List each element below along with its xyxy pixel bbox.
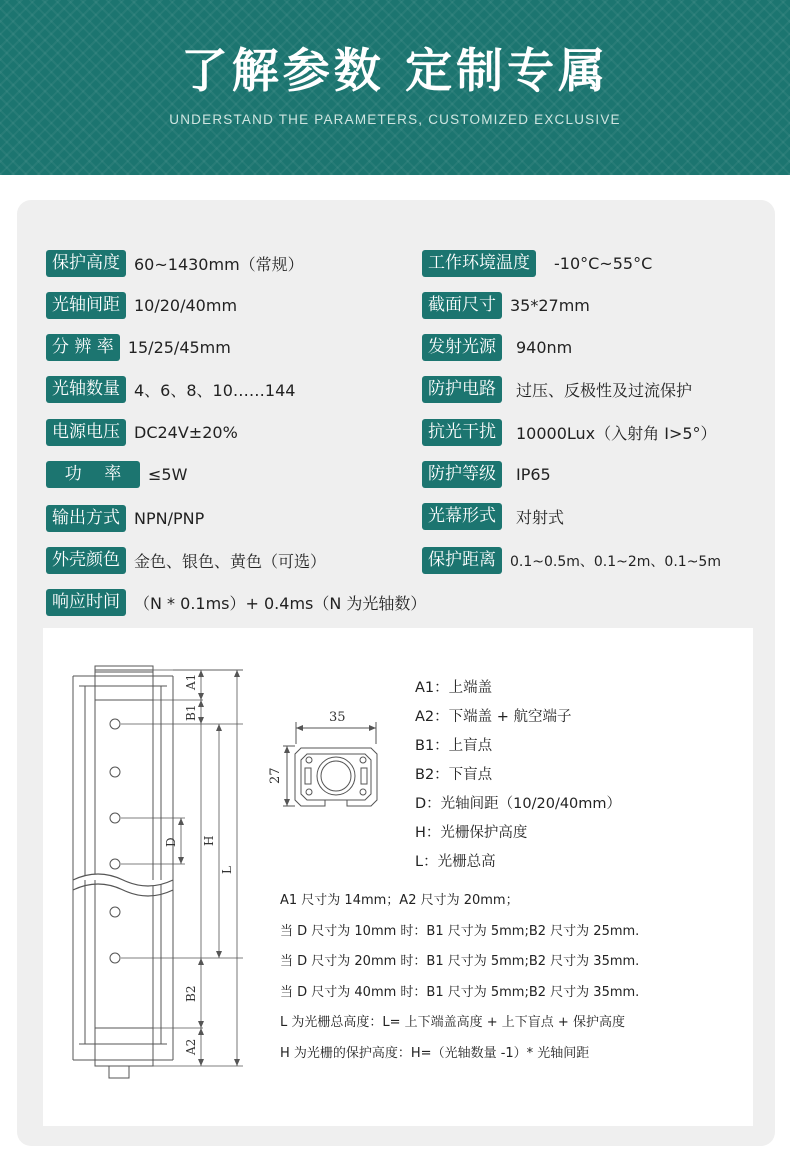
spec-value: （N * 0.1ms）+ 0.4ms（N 为光轴数） <box>134 594 427 613</box>
spec-label: 防护等级 <box>422 461 502 488</box>
spec-row-response-time <box>46 589 426 616</box>
note-line: 当 D 尺寸为 40mm 时：B1 尺寸为 5mm;B2 尺寸为 35mm. <box>280 984 640 1000</box>
spec-label: 截面尺寸 <box>422 292 502 319</box>
note-line: 当 D 尺寸为 20mm 时：B1 尺寸为 5mm;B2 尺寸为 35mm. <box>280 954 640 969</box>
dimension-diagram <box>43 628 753 1126</box>
spec-value: 15/25/45mm <box>127 338 231 357</box>
spec-label: 响应时间 <box>46 589 126 616</box>
legend-item: H：光栅保护高度 <box>415 825 528 841</box>
spec-row-protection-distance <box>422 547 721 574</box>
spec-row-housing-color <box>46 547 326 574</box>
spec-row-light-immunity <box>422 419 717 446</box>
note-line: A1 尺寸为 14mm；A2 尺寸为 20mm； <box>280 893 519 908</box>
spec-label: 保护高度 <box>46 250 126 277</box>
dimension-legend <box>415 674 621 877</box>
spec-label: 抗光干扰 <box>422 419 502 446</box>
spec-value: 金色、银色、黄色（可选） <box>134 552 327 571</box>
page-subtitle: UNDERSTAND THE PARAMETERS, CUSTOMIZED EXCLUSIVE <box>169 112 621 127</box>
lens-hole <box>110 719 120 729</box>
note-line: L 为光栅总高度：L= 上下端盖高度 + 上下盲点 + 保护高度 <box>280 1015 625 1030</box>
spec-label: 输出方式 <box>46 505 126 532</box>
spec-row-protection-height <box>46 250 304 277</box>
note-line: 当 D 尺寸为 10mm 时：B1 尺寸为 5mm;B2 尺寸为 25mm. <box>280 923 640 939</box>
spec-value: 对射式 <box>516 508 565 527</box>
dim-label-a2: A2 <box>184 1038 198 1055</box>
lens-hole <box>110 767 120 777</box>
note-line: H 为光栅的保护高度：H=（光轴数量 -1）* 光轴间距 <box>280 1045 590 1061</box>
spec-row-curtain-type <box>422 503 564 530</box>
spec-label: 功 率 <box>46 461 140 488</box>
spec-value: 10/20/40mm <box>134 296 238 315</box>
spec-value: 940nm <box>516 338 573 357</box>
spec-row-output-mode <box>46 505 204 532</box>
spec-label: 保护距离 <box>422 547 502 574</box>
dim-label-h: H <box>202 835 216 846</box>
page-title: 了解参数 定制专属 <box>180 44 610 99</box>
spec-label: 防护电路 <box>422 376 502 403</box>
dim-label-a1: A1 <box>184 673 198 690</box>
spec-row-operating-temperature <box>422 250 652 277</box>
section-width-label: 35 <box>329 710 346 725</box>
spec-value: 35*27mm <box>510 296 590 315</box>
spec-row-cross-section <box>422 292 590 319</box>
spec-label: 光轴数量 <box>46 376 126 403</box>
spec-value: -10°C~55°C <box>554 254 653 273</box>
dim-label-d: D <box>164 837 178 847</box>
spec-row-axis-spacing <box>46 292 237 319</box>
spec-value: ≤5W <box>148 465 188 484</box>
spec-value: 60~1430mm（常规） <box>134 255 304 274</box>
legend-item: L：光栅总高 <box>415 854 496 870</box>
spec-row-light-source <box>422 334 572 361</box>
spec-value: NPN/PNP <box>134 509 205 528</box>
dim-label-l: L <box>220 866 234 874</box>
legend-item: A2：下端盖 + 航空端子 <box>415 709 572 725</box>
spec-label: 外壳颜色 <box>46 547 126 574</box>
spec-value: DC24V±20% <box>134 423 238 442</box>
dim-label-b1: B1 <box>184 704 198 721</box>
section-height-label: 27 <box>268 767 283 784</box>
spec-value: IP65 <box>516 465 551 484</box>
spec-label: 工作环境温度 <box>422 250 536 277</box>
spec-value: 0.1~0.5m、0.1~2m、0.1~5m <box>510 553 721 570</box>
spec-row-resolution <box>46 334 231 361</box>
spec-row-protection-grade <box>422 461 551 488</box>
spec-label: 发射光源 <box>422 334 502 361</box>
lens-hole <box>110 859 120 869</box>
light-curtain-body <box>95 670 153 1066</box>
lens-hole <box>110 953 120 963</box>
legend-item: B1：上盲点 <box>415 738 493 754</box>
spec-label: 分 辨 率 <box>46 334 120 361</box>
lens-hole <box>110 907 120 917</box>
legend-item: D：光轴间距（10/20/40mm） <box>415 796 622 812</box>
spec-row-supply-voltage <box>46 419 238 446</box>
spec-row-power <box>46 461 187 488</box>
spec-row-protection-circuit <box>422 376 692 403</box>
dimension-notes <box>280 886 639 1069</box>
spec-value: 10000Lux（入射角 I>5°） <box>516 424 717 443</box>
spec-label: 电源电压 <box>46 419 126 446</box>
spec-row-axis-count <box>46 376 295 403</box>
header-banner <box>0 0 790 175</box>
spec-label: 光幕形式 <box>422 503 502 530</box>
legend-item: B2：下盲点 <box>415 767 493 783</box>
lens-hole <box>110 813 120 823</box>
cross-section-drawing <box>283 722 377 806</box>
dim-label-b2: B2 <box>184 985 198 1002</box>
spec-value: 4、6、8、10……144 <box>134 381 296 400</box>
spec-value: 过压、反极性及过流保护 <box>516 381 693 400</box>
legend-item: A1：上端盖 <box>415 680 493 696</box>
spec-label: 光轴间距 <box>46 292 126 319</box>
